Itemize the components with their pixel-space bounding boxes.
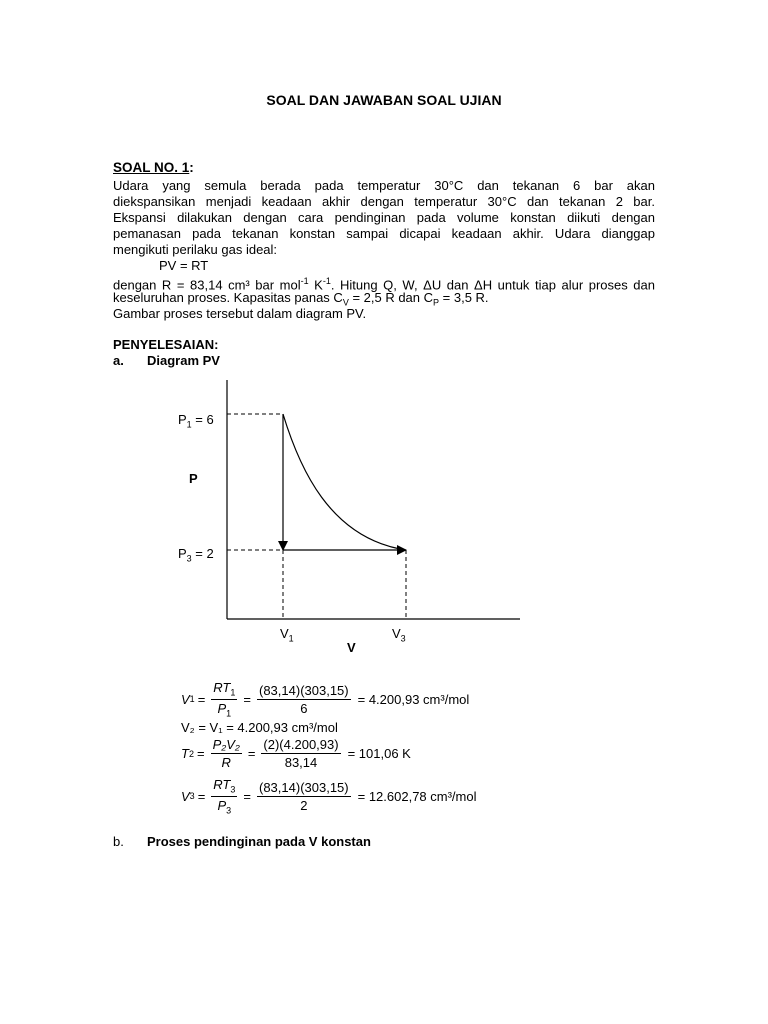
soal-line-5: mengikuti perilaku gas ideal:: [113, 242, 278, 257]
calc-v1: V 1 = $\frac{RT_1}{P_1}$ = $\frac{(83,14)(303,15)}{6}$ = 4.200,93 cm³/mol: [181, 680, 470, 719]
line7-part-c: K: [308, 277, 323, 293]
p1-label: $P_1 = 6$: [178, 412, 214, 430]
p-axis-label: P: [189, 471, 198, 486]
line8-sub-v: V: [342, 297, 349, 308]
line7-sup-1: -1: [300, 276, 309, 286]
isotherm-curve: [283, 414, 400, 549]
penyelesaian-heading: PENYELESAIAN:: [113, 337, 219, 352]
soal-heading-text: SOAL NO. 1: [113, 160, 190, 175]
v1-result: = 4.200,93 cm³/mol: [357, 691, 470, 707]
line8-part-e: = 3,5 R.: [439, 290, 489, 305]
ideal-gas-equation: PV = RT: [159, 258, 209, 273]
v1-frac-1: $\frac{RT_1}{P_1}$: [213, 680, 236, 719]
section-b-title: Proses pendinginan pada V konstan: [147, 834, 371, 849]
line7-sup-2: -1: [322, 276, 331, 286]
section-a-marker: a.: [113, 353, 124, 368]
calc-v3: V 3 = $\frac{RT_3}{P_3}$ = $\frac{(83,14)(303,15)}{2}$ = 12.602,78 cm³/mol: [181, 777, 477, 816]
line7-part-a: dengan R = 83,14 cm³ bar mol: [113, 277, 301, 293]
v1-frac-2: $\frac{(83,14)(303,15)}{6}$: [259, 682, 349, 716]
soal-line-4: pemanasan pada tekanan konstan sampai dicapai keadaan akhir. Udara dianggap: [113, 226, 655, 241]
t2-frac-2: $\frac{(2)(4.200,93)}{83,14}$: [263, 737, 339, 770]
soal-line-1: Udara yang semula berada pada temperatur 30°C dan tekanan 6 bar akan: [113, 178, 655, 193]
soal-line-3: Ekspansi dilakukan dengan cara pendinginan pada volume konstan diikuti dengan: [113, 210, 655, 225]
soal-line-2: diekspansikan menjadi keadaan akhir dengan temperatur 30°C dan tekanan 2 bar.: [113, 194, 655, 209]
line8-part-a: keseluruhan proses. Kapasitas panas C: [113, 290, 343, 305]
line8-sub-p: P: [433, 297, 440, 308]
t2-frac-1: $\frac{\text{P₂V₂}}{R}$: [212, 737, 240, 770]
section-a-title: Diagram PV: [147, 353, 220, 368]
page-title: SOAL DAN JAWABAN SOAL UJIAN: [266, 92, 502, 108]
soal-heading-colon: :: [189, 160, 194, 175]
line8-part-c: = 2,5 R dan C: [348, 290, 434, 305]
line7-part-e: . Hitung Q, W, ΔU dan ΔH untuk tiap alur proses dan: [330, 277, 655, 293]
section-b-marker: b.: [113, 834, 124, 849]
v3-label: $V_3$: [392, 626, 406, 644]
t2-result: = 101,06 K: [347, 746, 411, 761]
v3-frac-1: $\frac{RT_3}{P_3}$: [213, 777, 236, 816]
p3-label: $P_3 = 2$: [178, 546, 214, 564]
calc-v2: V₂ = V₁ = 4.200,93 cm³/mol: [181, 720, 338, 735]
v-axis-label: V: [347, 640, 356, 655]
v1-label: $V_1$: [280, 626, 294, 644]
v3-result: = 12.602,78 cm³/mol: [357, 788, 477, 804]
v3-frac-2: $\frac{(83,14)(303,15)}{2}$: [259, 779, 349, 813]
calc-t2: T 2 = $\frac{\text{P₂V₂}}{R}$ = $\frac{(2)(4.200,93)}{83,14}$ = 101,06 K: [181, 737, 411, 770]
soal-line-9: Gambar proses tersebut dalam diagram PV.: [113, 306, 367, 321]
